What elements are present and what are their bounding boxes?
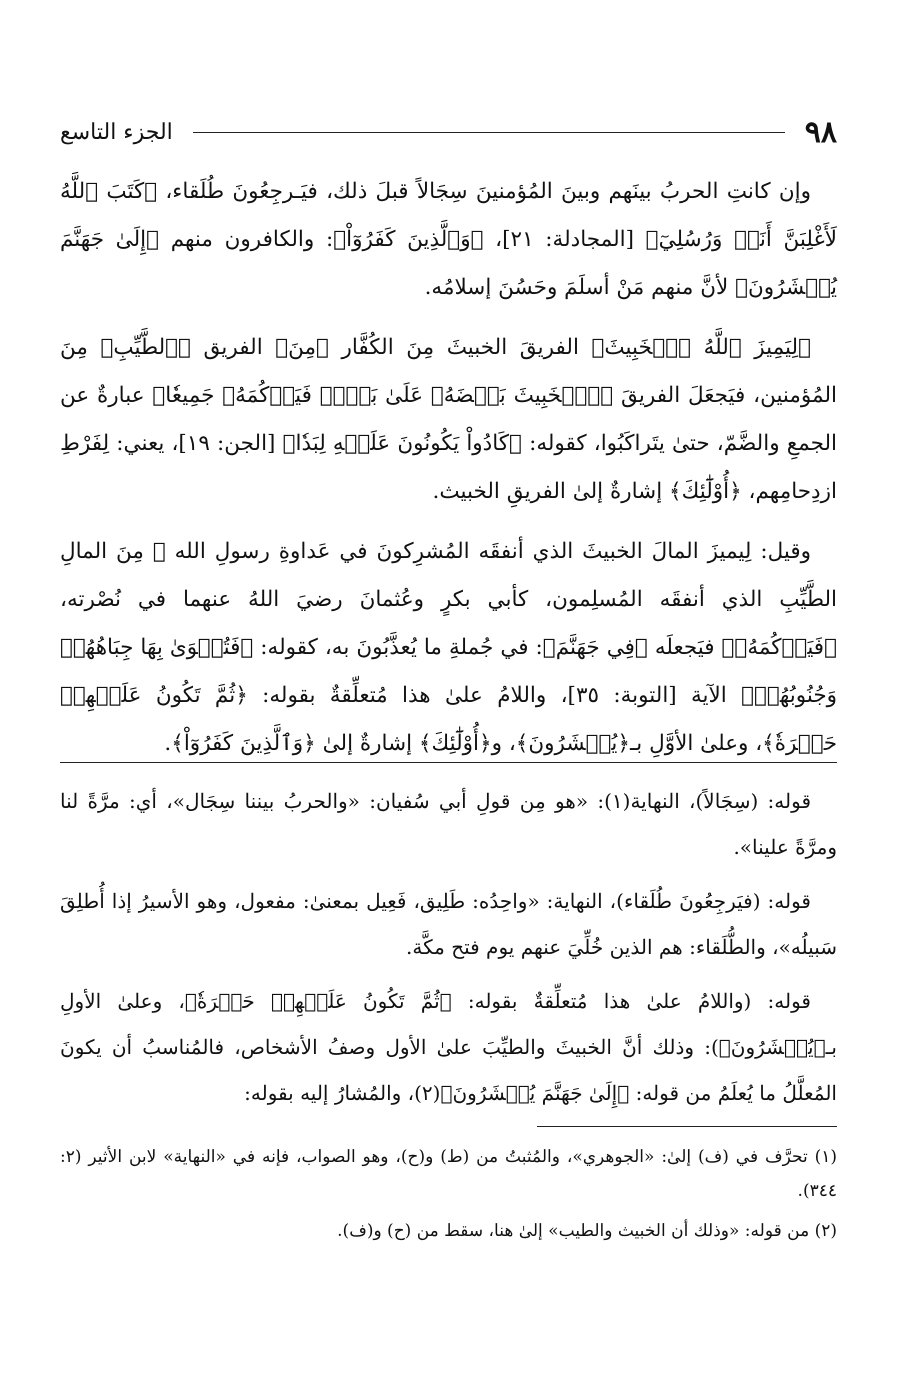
page-number: ٩٨ [804, 114, 837, 150]
section-divider [60, 762, 837, 763]
page-header [60, 112, 837, 152]
commentary-paragraph: قوله: (فيَرجِعُونَ طُلَقاء)، النهاية: «واحِدُه: طَلِيق، فَعِيل بمعنىٰ: مفعول، وهو الأسيرُ إذا أُطلِقَ سَبيلُه»، والطُّلَقاء: هم الذين خُلِّيَ عنهم يوم فتح مكَّة. [60, 889, 837, 959]
footnote: (١) تحرَّف في (ف) إلىٰ: «الجوهري»، والمُثبتُ من (ط) و(ح)، وهو الصواب، فإنه في «النهاية» لابن الأثير (٢: ٣٤٤). [60, 1147, 837, 1201]
main-paragraph: وقيل: لِيميزَ المالَ الخبيثَ الذي أنفقَه المُشرِكونَ في عَداوةِ رسولِ الله ﷺ مِنَ المالِ الطَّيِّبِ الذي أنفقَه المُسلِمون، كأبي بكرٍ وعُثمانَ رضيَ اللهُ عنهما في نُصْرته، ﴿فَيَرۡكُمَهُۥ﴾ فيَجعلَه ﴿فِي جَهَنَّمَ﴾: في جُملةِ ما يُعذَّبُونَ به، كقوله: ﴿فَتُكۡوَىٰ بِهَا جِبَاهُهُمۡ وَجُنُوبُهُمۡ﴾ الآية [التوبة: ٣٥]، واللامُ علىٰ هذا مُتعلِّقةٌ بقوله: ﴿ثُمَّ تَكُونُ عَلَيۡهِمۡ حَسۡرَةٗ﴾، وعلىٰ الأوَّلِ بـ﴿يُحۡشَرُونَ﴾، و﴿أُوْلَٰٓئِكَ﴾ إشارةٌ إلىٰ ﴿وَٱلَّذِينَ كَفَرُوٓاْ﴾. [60, 539, 837, 756]
footnote: (٢) من قوله: «وذلك أن الخبيث والطيب» إلىٰ هنا، سقط من (ح) و(ف). [337, 1221, 837, 1241]
footnote-divider [537, 1126, 837, 1127]
main-text [60, 168, 837, 780]
running-title: الجزء التاسع [60, 119, 173, 145]
commentary-paragraph: قوله: (واللامُ علىٰ هذا مُتعلِّقةٌ بقوله: ﴿ثُمَّ تَكُونُ عَلَيۡهِمۡ حَسۡرَةٗ﴾، وعلىٰ الأولِ بـ﴿يُحۡشَرُونَ﴾): وذلك أنَّ الخبيثَ والطيِّبَ علىٰ الأول وصفُ الأشخاص، فالمُناسبُ أن يكونَ المُعلَّلُ ما يُعلَمُ من قوله: ﴿إِلَىٰ جَهَنَّمَ يُحۡشَرُونَ﴾(٢)، والمُشارُ إليه بقوله: [60, 989, 837, 1105]
commentary [60, 778, 837, 1124]
header-rule [193, 132, 785, 133]
commentary-paragraph: قوله: (سِجَالاً)، النهاية(١): «هو مِن قولِ أبي سُفيان: «والحربُ بيننا سِجَال»، أي: مرَّةً لنا ومرَّةً علينا». [60, 789, 837, 859]
main-paragraph: ﴿لِيَمِيزَ ٱللَّهُ ٱلۡخَبِيثَ﴾ الفريقَ الخبيثَ مِنَ الكُفَّار ﴿مِنَ﴾ الفريق ﴿ٱلطَّيِّبِ﴾ مِنَ المُؤمنين، فيَجعَلَ الفريقَ ﴿ٱلۡخَبِيثَ بَعۡضَهُۥ عَلَىٰ بَعۡضٖ فَيَرۡكُمَهُۥ جَمِيعٗا﴾ عبارةٌ عن الجمعِ والضَّمّ، حتىٰ يتَراكَبُوا، كقوله: ﴿كَادُواْ يَكُونُونَ عَلَيۡهِ لِبَدٗا﴾ [الجن: ١٩]، يعني: لِفَرْطِ ازدِحامِهم، ﴿أُوْلَٰٓئِكَ﴾ إشارةٌ إلىٰ الفريقِ الخبيث. [60, 335, 837, 504]
main-paragraph: وإن كانتِ الحربُ بينَهم وبينَ المُؤمنينَ سِجَالاً قبلَ ذلك، فيَـرجِعُونَ طُلَقاء، ﴿كَتَبَ ٱللَّهُ لَأَغْلِبَنَّ أَنَا۠ وَرُسُلِيٓ﴾ [المجادلة: ٢١]، ﴿وَٱلَّذِينَ كَفَرُوٓاْ﴾: والكافرون منهم ﴿إِلَىٰ جَهَنَّمَ يُحۡشَرُونَ﴾ لأنَّ منهم مَنْ أسلَمَ وحَسُنَ إسلامُه. [60, 179, 837, 300]
footnotes [60, 1140, 837, 1254]
